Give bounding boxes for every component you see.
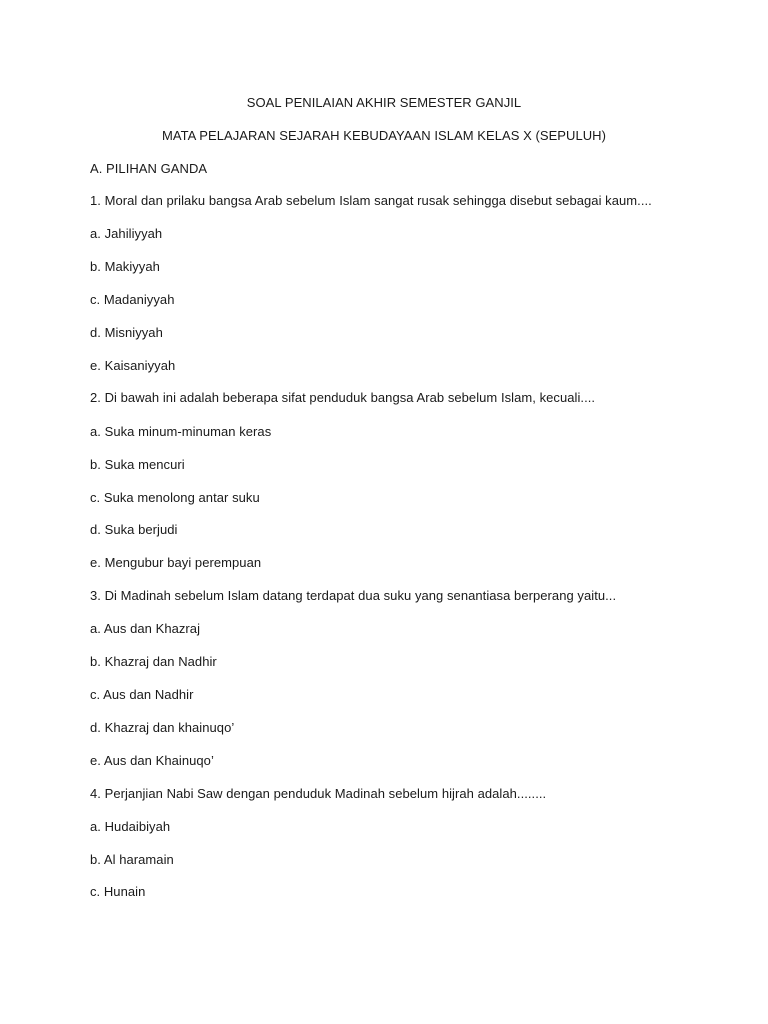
question-4-option-b: b. Al haramain	[90, 852, 174, 867]
question-1-option-a: a. Jahiliyyah	[90, 226, 163, 241]
section-heading: A. PILIHAN GANDA	[90, 161, 208, 176]
question-1-text: 1. Moral dan prilaku bangsa Arab sebelum Islam sangat rusak sehingga disebut sebagai kaum....	[90, 193, 652, 208]
question-1-option-d: d. Misniyyah	[90, 325, 163, 340]
document-title: SOAL PENILAIAN AKHIR SEMESTER GANJIL	[246, 95, 522, 110]
question-1-option-e: e. Kaisaniyyah	[90, 358, 176, 373]
question-2-option-c: c. Suka menolong antar suku	[90, 490, 260, 505]
question-3-option-e: e. Aus dan Khainuqo’	[90, 753, 214, 768]
question-1-option-c: c. Madaniyyah	[90, 292, 175, 307]
question-3-option-d: d. Khazraj dan khainuqo’	[90, 720, 235, 735]
question-2-option-a: a. Suka minum-minuman keras	[90, 424, 272, 439]
question-2-text: 2. Di bawah ini adalah beberapa sifat penduduk bangsa Arab sebelum Islam, kecuali....	[90, 390, 596, 405]
question-4-text: 4. Perjanjian Nabi Saw dengan penduduk Madinah sebelum hijrah adalah........	[90, 786, 547, 801]
question-1-option-b: b. Makiyyah	[90, 259, 160, 274]
question-3-option-a: a. Aus dan Khazraj	[90, 621, 201, 636]
document-subtitle: MATA PELAJARAN SEJARAH KEBUDAYAAN ISLAM KELAS X (SEPULUH)	[161, 128, 606, 143]
question-3-option-c: c. Aus dan Nadhir	[90, 687, 194, 702]
question-3-text: 3. Di Madinah sebelum Islam datang terdapat dua suku yang senantiasa berperang yaitu...	[90, 588, 617, 603]
question-3-option-b: b. Khazraj dan Nadhir	[90, 654, 217, 669]
question-4-option-c: c. Hunain	[90, 884, 146, 899]
question-2-option-e: e. Mengubur bayi perempuan	[90, 555, 262, 570]
question-4-option-a: a. Hudaibiyah	[90, 819, 171, 834]
question-2-option-d: d. Suka berjudi	[90, 522, 178, 537]
question-2-option-b: b. Suka mencuri	[90, 457, 185, 472]
